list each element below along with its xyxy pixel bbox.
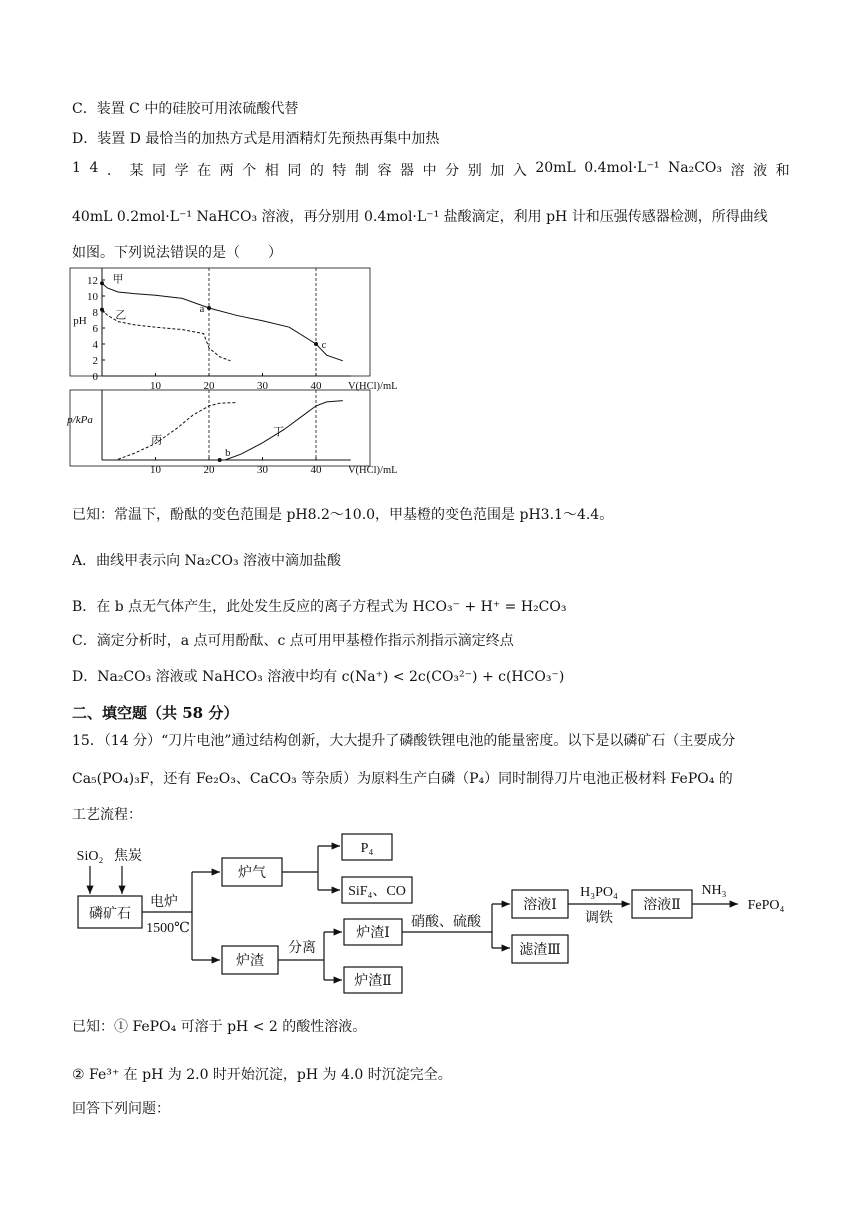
q14-stem-token: 制 — [354, 163, 369, 179]
series-label: 丙 — [151, 434, 163, 447]
q14-stem-token: 20mL — [535, 160, 576, 176]
solution1-label: 溶液Ⅰ — [523, 898, 557, 913]
section-heading: 二、填空题（共 58 分） — [72, 704, 239, 722]
q15-known-2: ② Fe³⁺ 在 pH 为 2.0 时开始沉淀，pH 为 4.0 时沉淀完全。 — [72, 1067, 452, 1083]
y-tick-label: 8 — [92, 307, 98, 319]
q14-stem-token: 学 — [174, 163, 189, 179]
q13-option-c: C．装置 C 中的硅胶可用浓硫酸代替 — [72, 101, 299, 117]
y-tick-label: 0 — [92, 371, 98, 383]
q14-stem-line2: 40mL 0.2mol·L⁻¹ NaHCO₃ 溶液，再分别用 0.4mol·L⁻¹ 盐酸滴定，利用 pH 计和压强传感器检测，所得曲线 — [72, 209, 768, 225]
series-甲 — [102, 283, 343, 361]
residue3-label: 滤渣Ⅲ — [519, 943, 561, 958]
y-tick-label: 10 — [87, 291, 98, 303]
y-axis-label: p/kPa — [67, 414, 93, 426]
q14-stem-token: 液 — [753, 163, 768, 179]
y-tick-label: 12 — [87, 275, 98, 287]
q14-stem-token: 个 — [242, 163, 257, 179]
x-tick-label: 40 — [310, 380, 322, 392]
sio2-label: SiO₂ — [76, 849, 104, 864]
q14-option-c: C．滴定分析时，a 点可用酚酞、c 点可用甲基橙作指示剂指示滴定终点 — [72, 633, 514, 649]
q14-stem-token: 分 — [445, 163, 460, 179]
q14-stem-token: 容 — [377, 163, 392, 179]
q14-option-b: B．在 b 点无气体产生，此处发生反应的离子方程式为 HCO₃⁻ + H⁺ = H₂CO₃ — [72, 599, 567, 615]
furnace-label: 电炉 — [150, 895, 178, 910]
slag2-label: 炉渣Ⅱ — [354, 974, 392, 989]
q14-stem-token: 1 — [72, 160, 81, 176]
series-丙 — [118, 403, 236, 460]
q15-stem-line2: Ca₅(PO₄)₃F，还有 Fe₂O₃、CaCO₃ 等杂质）为原料生产白磷（P₄）同时制得刀片电池正极材料 FePO₄ 的 — [72, 771, 733, 787]
q14-stem-token: 某 — [129, 163, 144, 179]
x-tick-label: 20 — [203, 380, 215, 392]
nh3-label: NH₃ — [701, 883, 727, 898]
q14-stem-token: 别 — [467, 163, 482, 179]
q15-prompt: 回答下列问题： — [72, 1101, 170, 1117]
q14-stem-line1 — [72, 160, 790, 180]
process-flow-diagram — [72, 828, 802, 998]
q13-option-d: D．装置 D 最恰当的加热方式是用酒精灯先预热再集中加热 — [72, 131, 440, 147]
y-axis-label: pH — [73, 315, 87, 327]
p4-label: P₄ — [360, 841, 374, 856]
slag-label: 炉渣 — [236, 954, 264, 969]
q14-stem-token: 同 — [287, 163, 302, 179]
solution2-label: 溶液Ⅱ — [643, 898, 681, 913]
point-label: a — [199, 304, 205, 315]
q14-stem-token: 4 — [89, 160, 99, 176]
gas-label: 炉气 — [238, 866, 266, 881]
q14-stem-token: 两 — [219, 163, 234, 179]
x-tick-label: 30 — [257, 380, 268, 392]
y-tick-label: 6 — [92, 323, 98, 335]
product-label: FePO₄ — [747, 898, 785, 913]
q15-stem-line3: 工艺流程： — [72, 807, 142, 823]
point-c — [314, 342, 318, 346]
series-start-point — [100, 281, 104, 285]
q14-option-d: D．Na₂CO₃ 溶液或 NaHCO₃ 溶液中均有 c(Na⁺) < 2c(CO₃²⁻) + c(HCO₃⁻) — [72, 669, 565, 685]
q14-stem-token: 中 — [422, 163, 437, 179]
x-axis-label: V(HCl)/mL — [347, 465, 398, 476]
q14-stem-token: 加 — [490, 163, 505, 179]
q14-stem-token: 和 — [775, 163, 790, 179]
q14-known: 已知：常温下，酚酞的变色范围是 pH8.2～10.0，甲基橙的变色范围是 pH3.1～4.4。 — [72, 507, 614, 523]
y-tick-label: 4 — [92, 339, 98, 351]
q15-known-1: 已知：① FePO₄ 可溶于 pH < 2 的酸性溶液。 — [72, 1019, 367, 1035]
series-label: 丁 — [273, 425, 285, 438]
adjust-iron-label: 调铁 — [585, 911, 613, 926]
q14-stem-token: 相 — [264, 163, 279, 179]
chart-frame — [70, 390, 370, 466]
series-start-point — [100, 308, 104, 312]
x-axis-label: V(HCl)/mL — [347, 381, 398, 392]
q14-stem-token: 器 — [400, 163, 415, 179]
q15-stem-line1: 15．（14 分）“刀片电池”通过结构创新，大大提升了磷酸铁锂电池的能量密度。以下是以磷矿石（主要成分 — [72, 733, 736, 749]
point-label: b — [225, 448, 231, 459]
titration-charts — [67, 266, 410, 486]
q14-stem-token: ． — [106, 163, 121, 179]
coke-label: 焦炭 — [114, 849, 142, 864]
q14-stem-token: 入 — [512, 163, 527, 179]
x-tick-label: 10 — [150, 380, 161, 392]
q14-stem-token: 同 — [152, 163, 167, 179]
point-a — [207, 306, 211, 310]
x-tick-label: 10 — [150, 464, 161, 476]
x-tick-label: 40 — [310, 464, 322, 476]
q14-stem-token: 特 — [332, 163, 347, 179]
q14-option-a: A．曲线甲表示向 Na₂CO₃ 溶液中滴加盐酸 — [72, 553, 342, 569]
y-tick-label: 2 — [92, 355, 98, 367]
sif4-co-label: SiF₄、CO — [348, 884, 406, 899]
h3po4-label: H₃PO₄ — [580, 885, 618, 900]
x-tick-label: 20 — [203, 464, 215, 476]
q14-stem-line3: 如图。下列说法错误的是（ ） — [72, 245, 282, 261]
slag1-label: 炉渣Ⅰ — [356, 926, 390, 941]
temperature-label: 1500℃ — [146, 921, 190, 936]
acids-label: 硝酸、硫酸 — [411, 915, 481, 930]
q14-stem-token: 溶 — [730, 163, 745, 179]
series-label: 甲 — [112, 273, 124, 286]
q14-stem-token: 的 — [309, 163, 324, 179]
q14-stem-token: 在 — [197, 163, 212, 179]
point-b — [218, 458, 222, 462]
x-tick-label: 30 — [257, 464, 268, 476]
q14-stem-token: Na₂CO₃ — [668, 160, 723, 176]
point-label: c — [321, 340, 327, 351]
ore-label: 磷矿石 — [89, 907, 131, 922]
separate-label: 分离 — [288, 941, 316, 956]
series-label: 乙 — [115, 309, 127, 322]
q14-stem-token: 0.4mol·L⁻¹ — [584, 160, 660, 176]
